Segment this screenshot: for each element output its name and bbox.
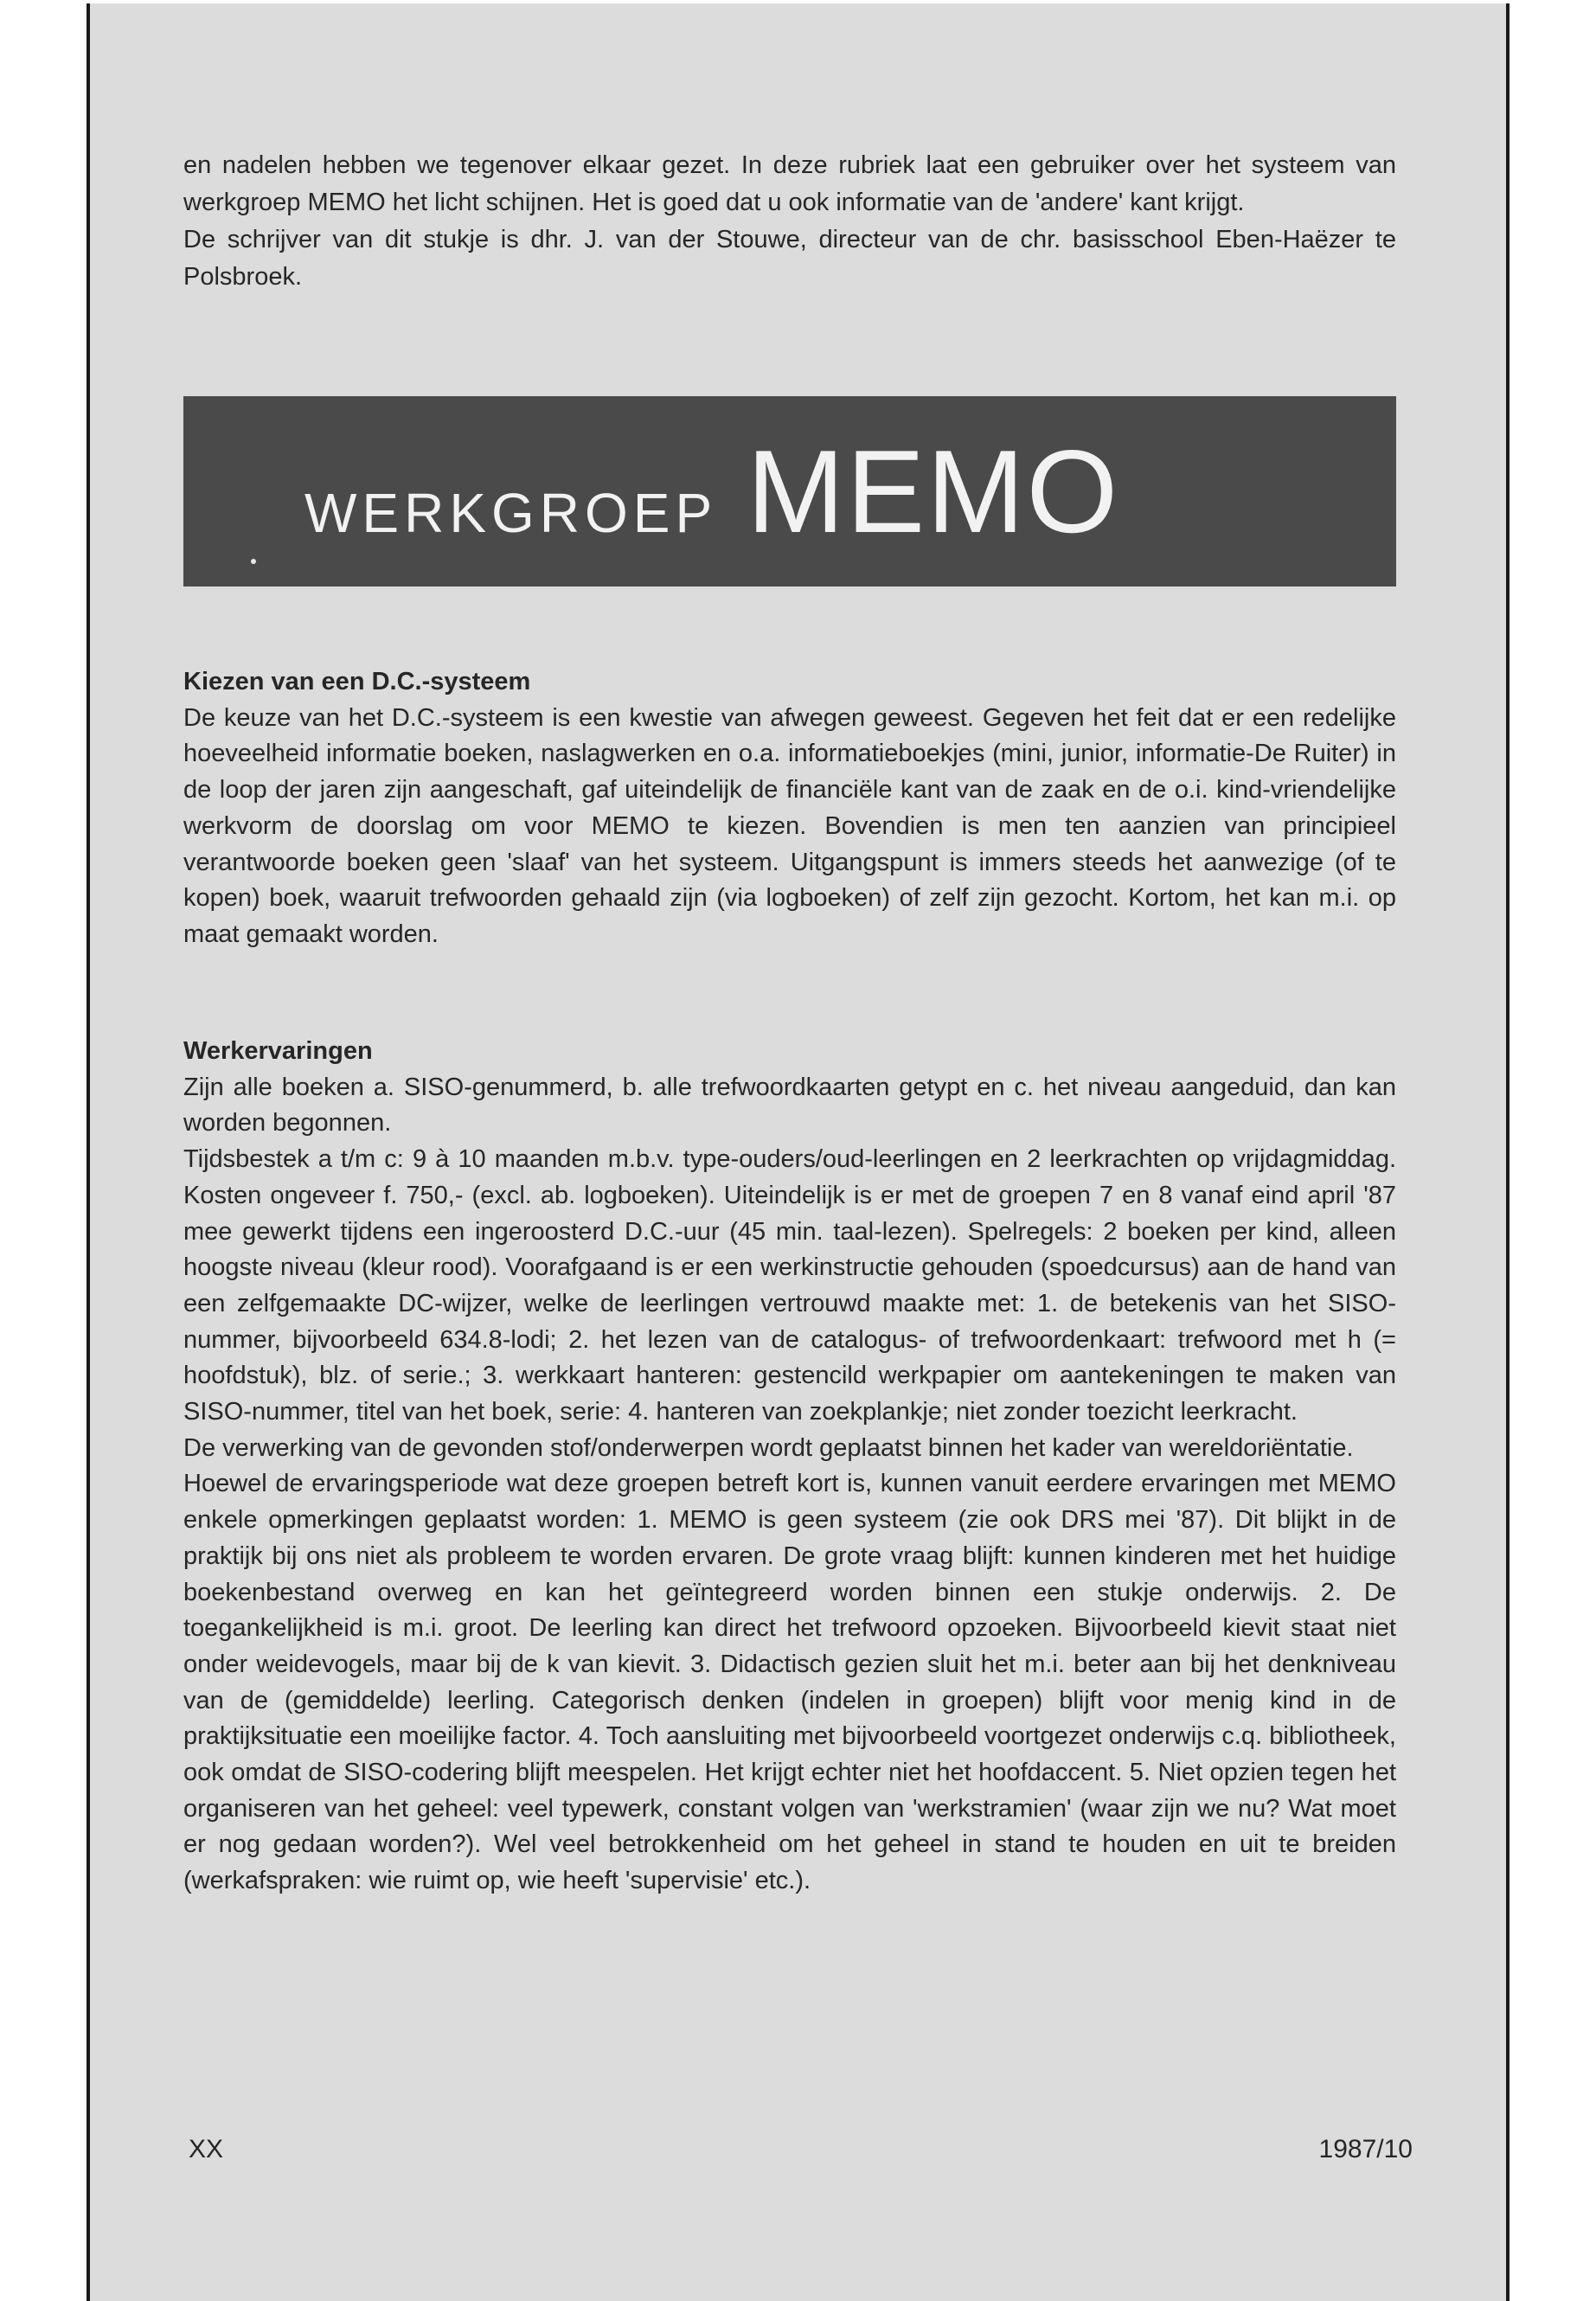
section-paragraph: Hoewel de ervaringsperiode wat deze groepen betreft kort is, kunnen vanuit eerdere ervaringen met MEMO enkele opmerkingen geplaatst worden: 1. MEMO is geen systeem (zie ook DRS mei '87). Dit blijkt in de praktijk bij ons niet als probleem te worden ervaren. De grote vraag blijft: kunnen kinderen met het huidige boekenbestand overweg en kan het geïntegreerd worden binnen een stukje onderwijs. 2. De toegankelijkheid is m.i. groot. De leerling kan direct het trefwoord opzoeken. Bijvoorbeeld kievit staat niet onder weidevogels, maar bij de k van kievit. 3. Didactisch gezien sluit het m.i. beter aan bij het denkniveau van de (gemiddelde) leerling. Categorisch denken (indelen in groepen) blijft voor menig kind in de praktijksituatie een moeilijke factor. 4. Toch aansluiting met bijvoorbeeld voortgezet onderwijs c.q. bibliotheek, ook omdat de SISO-codering blijft meespelen. Het krijgt echter niet het hoofdaccent. 5. Niet opzien tegen het organiseren van het geheel: veel typewerk, constant volgen van 'werkstramien' (waar zijn we nu? Wat moet er nog gedaan worden?). Wel veel betrokkenheid om het geheel in stand te houden en uit te breiden (werkafspraken: wie ruimt op, wie heeft 'supervisie' etc.). (183, 1470, 1396, 1895)
intro-paragraph: De schrijver van dit stukje is dhr. J. van der Stouwe, directeur van de chr. basisschool Eben-Haëzer te Polsbroek. (183, 226, 1396, 291)
banner-dot (251, 559, 256, 564)
banner-title (304, 426, 1120, 557)
section-paragraph: Tijdsbestek a t/m c: 9 à 10 maanden m.b.v. type-ouders/oud-leerlingen en 2 leerkrachten op vrijdagmiddag. Kosten ongeveer f. 750,- (excl. ab. logboeken). Uiteindelijk is er met de groepen 7 en 8 vanaf eind april '87 mee gewerkt tijdens een ingeroosterd D.C.-uur (45 min. taal-lezen). Spelregels: 2 boeken per kind, alleen hoogste niveau (kleur rood). Voorafgaand is er een werkinstructie gehouden (spoedcursus) aan de hand van een zelfgemaakte DC-wijzer, welke de leerlingen vertrouwd maakte met: 1. de betekenis van het SISO-nummer, bijvoorbeeld 634.8-lodi; 2. het lezen van de catalogus- of trefwoordenkaart: trefwoord met h (= hoofdstuk), blz. of serie.; 3. werkkaart hanteren: gestencild werkpapier om aantekeningen te maken van SISO-nummer, titel van het boek, serie: 4. hanteren van zoekplankje; niet zonder toezicht leerkracht. (183, 1145, 1396, 1426)
intro-paragraph: en nadelen hebben we tegenover elkaar gezet. In deze rubriek laat een gebruiker over het systeem van werkgroep MEMO het licht schijnen. Het is goed dat u ook informatie van de 'andere' kant krijgt. (183, 151, 1396, 216)
banner-small-word: WERKGROEP (304, 482, 718, 544)
section-heading: Werkervaringen (183, 1037, 373, 1065)
section-paragraph: Zijn alle boeken a. SISO-genummerd, b. alle trefwoordkaarten getypt en c. het niveau aangeduid, dan kan worden begonnen. (183, 1073, 1396, 1138)
section-kiezen (183, 664, 1396, 953)
banner-big-word: MEMO (747, 426, 1120, 557)
intro-text (183, 147, 1396, 296)
section-paragraph: De verwerking van de gevonden stof/onderwerpen wordt geplaatst binnen het kader van wereldoriëntatie. (183, 1433, 1354, 1462)
section-werkervaringen (183, 1034, 1396, 1900)
section-heading: Kiezen van een D.C.-systeem (183, 668, 531, 695)
issue-number: 1987/10 (1318, 2135, 1413, 2163)
section-paragraph: De keuze van het D.C.-systeem is een kwestie van afwegen geweest. Gegeven het feit dat er een redelijke hoeveelheid informatie boeken, naslagwerken en o.a. informatieboekjes (mini, junior, informatie-De Ruiter) in de loop der jaren zijn aangeschaft, gaf uiteindelijk de financiële kant van de zaak en de o.i. kind-vriendelijke werkvorm de doorslag om voor MEMO te kiezen. Bovendien is men ten aanzien van principieel verantwoorde boeken geen 'slaaf' van het systeem. Uitgangspunt is immers steeds het aanwezige (of te kopen) boek, waaruit trefwoorden gehaald zijn (via logboeken) of zelf zijn gezocht. Kortom, het kan m.i. op maat gemaakt worden. (183, 703, 1396, 948)
page-number: XX (189, 2135, 224, 2163)
werkgroep-memo-banner (183, 396, 1396, 586)
